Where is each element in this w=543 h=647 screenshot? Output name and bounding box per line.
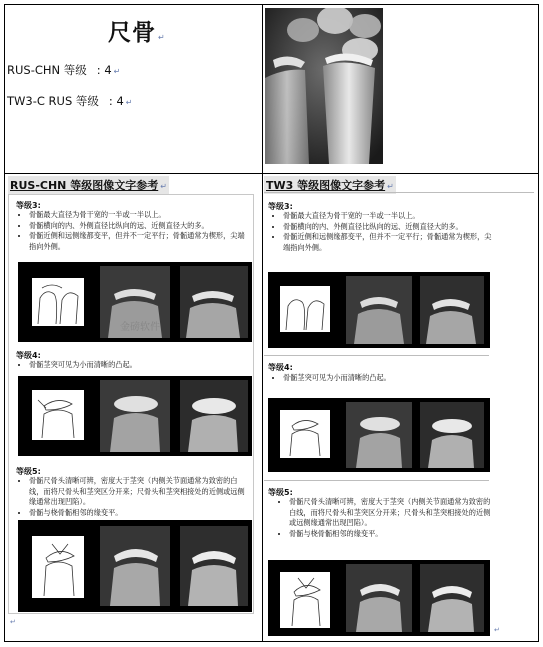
rus-chn-grade-row: RUS-CHN 等级 : 4 ↵ bbox=[7, 63, 121, 77]
list-item: • 骨骺尺骨头清晰可辨，密度大于茎突（内侧关节面通常为致密的白线，而将尺骨头和茎突区分开来；尺骨头和茎突相接处的近侧或远侧缘通常出现凹陷）。 bbox=[29, 476, 250, 508]
grade3-sketch bbox=[32, 278, 84, 326]
right-grade5-images bbox=[268, 560, 490, 636]
left-grade5-images bbox=[18, 520, 252, 612]
left-grade3-images bbox=[18, 262, 252, 342]
paragraph-mark: ↵ bbox=[10, 618, 16, 626]
page-title: 尺骨 ↵ bbox=[108, 20, 166, 46]
grade5-xray-1 bbox=[100, 526, 170, 606]
grade3-xray-2 bbox=[420, 276, 484, 344]
rus-chn-value: : 4 bbox=[96, 63, 112, 77]
right-grade5-label: 等级5: bbox=[268, 488, 293, 497]
list-item: • 骨骺近侧和远侧缘都变平，但并不一定平行；骨骺通常为楔形，尖端指向外侧。 bbox=[283, 232, 492, 253]
right-section-heading: TW3 等级图像文字参考 ↵ bbox=[264, 176, 396, 194]
grade4-xray-1 bbox=[100, 380, 170, 452]
grade5-sketch bbox=[280, 572, 330, 628]
paragraph-mark: ↵ bbox=[494, 626, 500, 634]
grade5-xray-2 bbox=[420, 564, 484, 632]
list-item: • 骨骺横向的内、外侧直径比纵向的远、近侧直径大的多。 bbox=[283, 222, 492, 233]
left-grade5-text bbox=[18, 476, 250, 518]
ulna-xray-image bbox=[265, 8, 383, 164]
list-item: • 骨骺与桡骨骺相邻的缘变平。 bbox=[29, 508, 250, 519]
rus-chn-label: RUS-CHN 等级 bbox=[7, 63, 87, 77]
tw3-grade-row: TW3-C RUS 等级 : 4 ↵ bbox=[7, 94, 133, 108]
left-grade3-text bbox=[18, 210, 250, 252]
list-item: • 骨骺近侧和远侧缘都变平，但并不一定平行；骨骺通常为楔形，尖端指向外侧。 bbox=[29, 231, 250, 252]
tw3-label: TW3-C RUS 等级 bbox=[7, 94, 99, 108]
right-grade3-images bbox=[268, 272, 490, 348]
list-item: • 骨骺茎突可见为小而清晰的凸起。 bbox=[29, 360, 250, 371]
list-item: • 骨骺茎突可见为小而清晰的凸起。 bbox=[283, 373, 492, 384]
right-grade3-text bbox=[272, 211, 492, 253]
grade5-xray-1 bbox=[346, 564, 412, 632]
right-grade5-text bbox=[278, 497, 492, 539]
watermark: 金磅软件 bbox=[120, 322, 160, 333]
grade4-sketch bbox=[32, 390, 84, 440]
list-item: • 骨骺尺骨头清晰可辨，密度大于茎突（内侧关节面通常为致密的白线，而将尺骨头和茎突区分开来；尺骨头和茎突相接处的近侧或远侧缘通常出现凹陷）。 bbox=[289, 497, 492, 529]
grade4-xray-1 bbox=[346, 402, 412, 468]
divider bbox=[264, 355, 489, 356]
divider bbox=[264, 480, 489, 481]
left-section-heading: RUS-CHN 等级图像文字参考 ↵ bbox=[8, 176, 169, 194]
right-grade4-images bbox=[268, 398, 490, 472]
right-grade4-label: 等级4: bbox=[268, 363, 293, 372]
grade5-xray-2 bbox=[180, 526, 248, 606]
column-divider bbox=[262, 5, 263, 641]
right-grade3-label: 等级3: bbox=[268, 202, 293, 211]
grade5-sketch bbox=[32, 536, 84, 598]
list-item: • 骨骺最大直径为骨干宽的一半或一半以上。 bbox=[29, 210, 250, 221]
grade3-xray-1 bbox=[346, 276, 412, 344]
left-grade5-label: 等级5: bbox=[16, 467, 41, 476]
row-divider bbox=[5, 173, 538, 174]
grade4-sketch bbox=[280, 410, 330, 458]
heading-underline bbox=[264, 192, 534, 193]
grade4-xray-2 bbox=[180, 380, 248, 452]
left-grade4-text bbox=[18, 360, 250, 371]
left-grade4-images bbox=[18, 376, 252, 456]
list-item: • 骨骺与桡骨骺相邻的缘变平。 bbox=[289, 529, 492, 540]
tw3-value: : 4 bbox=[108, 94, 124, 108]
grade3-xray-2 bbox=[180, 266, 248, 338]
list-item: • 骨骺横向的内、外侧直径比纵向的远、近侧直径大的多。 bbox=[29, 221, 250, 232]
grade4-xray-2 bbox=[420, 402, 484, 468]
right-grade4-text bbox=[272, 373, 492, 384]
grade3-sketch bbox=[280, 286, 330, 332]
left-grade4-label: 等级4: bbox=[16, 351, 41, 360]
list-item: • 骨骺最大直径为骨干宽的一半或一半以上。 bbox=[283, 211, 492, 222]
left-grade3-label: 等级3: bbox=[16, 201, 41, 210]
